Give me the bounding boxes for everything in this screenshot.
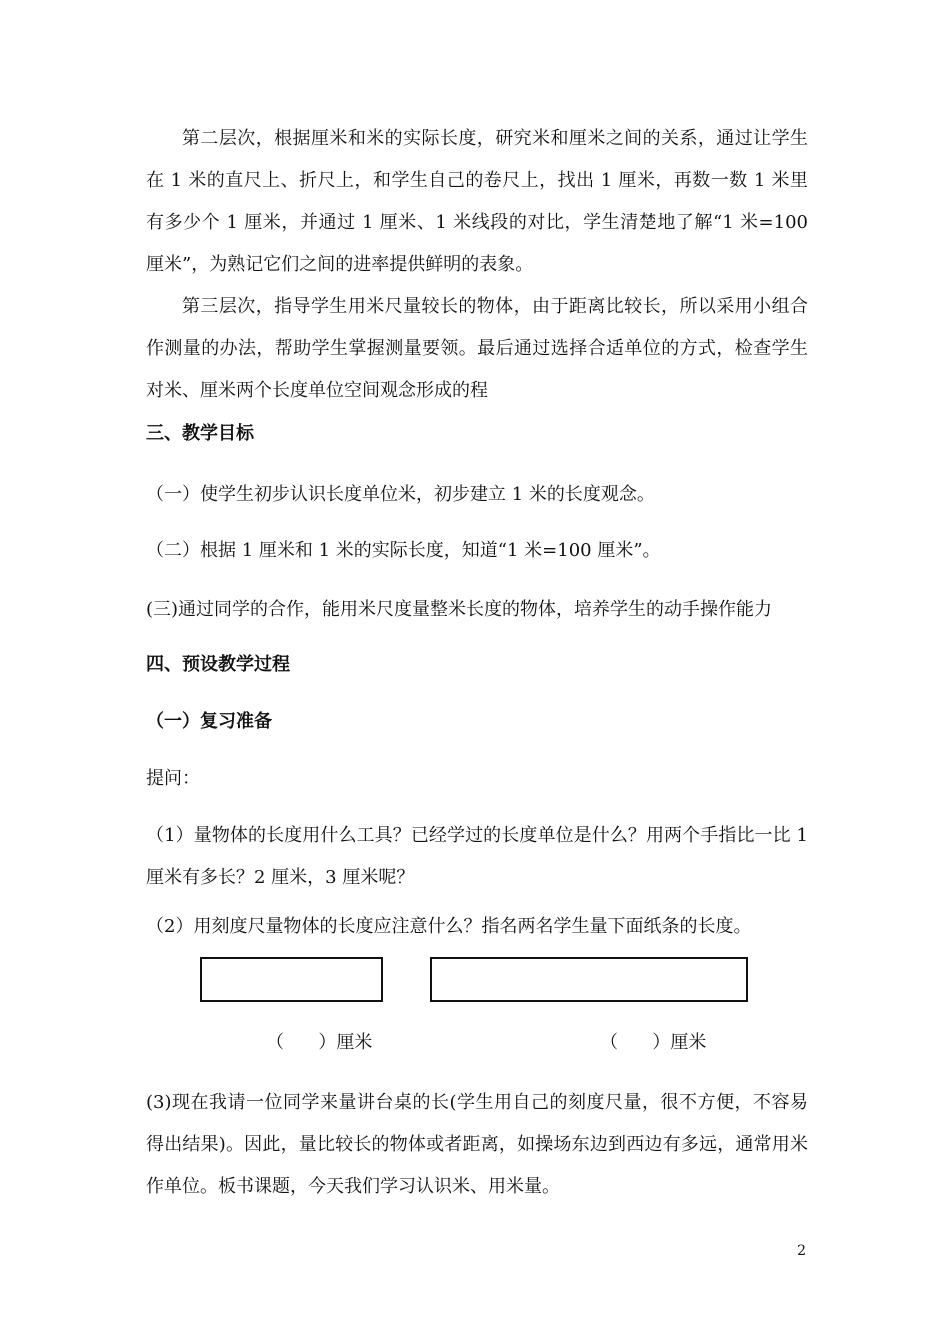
question-two: （2）用刻度尺量物体的长度应注意什么？指名两名学生量下面纸条的长度。 [146,916,752,937]
goal-three: (三)通过同学的合作，能用米尺度量整米长度的物体，培养学生的动手操作能力 [146,599,773,620]
paragraph-level-three: 第三层次，指导学生用米尺量较长的物体，由于距离比较长，所以采用小组合作测量的办法，帮助学生掌握测量要领。最后通过选择合适单位的方式，检查学生对米、厘米两个长度单位空间观念形成的程 [146,296,808,401]
heading-teaching-goals: 三、教学目标 [146,423,254,444]
question-three: (3)现在我请一位同学来量讲台桌的长(学生用自己的刻度尺量，很不方便，不容易得出结果)。因此，量比较长的物体或者距离，如操场东边到西边有多远，通常用米作单位。板书课题，今天我们学习认识米、用米量。 [146,1092,808,1197]
answer-blank-left: （ ）厘米 [266,1032,373,1053]
goal-two: （二）根据 1 厘米和 1 米的实际长度，知道“1 米=100 厘米”。 [146,540,661,561]
goal-one: （一）使学生初步认识长度单位米，初步建立 1 米的长度观念。 [146,484,655,505]
answer-blank-right: （ ）厘米 [600,1032,707,1053]
heading-teaching-process: 四、预设教学过程 [146,654,290,675]
page-number: 2 [797,1243,806,1259]
paper-strip-long [430,957,748,1002]
heading-review: （一）复习准备 [146,711,272,732]
paper-strip-short [200,957,383,1002]
question-one: （1）量物体的长度用什么工具？已经学过的长度单位是什么？用两个手指比一比 1 厘米有多长？2 厘米，3 厘米呢？ [146,825,808,888]
paragraph-level-two: 第二层次，根据厘米和米的实际长度，研究米和厘米之间的关系，通过让学生在 1 米的直尺上、折尺上，和学生自己的卷尺上，找出 1 厘米，再数一数 1 米里有多少个 1 厘米，并通过 1 厘米、1 米线段的对比，学生清楚地了解“1 米=100 厘米”，为熟记它们之间的进率提供鲜明的表象。 [146,128,808,275]
question-prompt: 提问： [146,768,200,789]
